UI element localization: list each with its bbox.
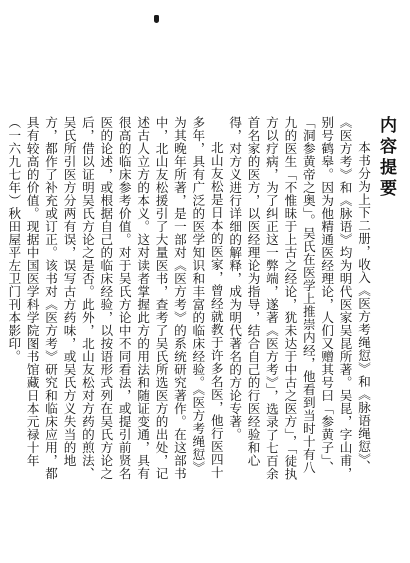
paragraph-2: 北山友松是日本的医家，曾经就教于许多名医，他行医四十多年，具有广泛的医学知识和丰富的临床经验。《医方考绳愆》为其晚年所著，是一部对《医方考》的系统研究著作。在这部书中，北山友松援引了大量医书，查考了吴氏所选医方的出处，记述古人立方的本义。这对读者掌握此方的用法和随证变通，具有很高的临床参考价值。对于吴氏方论中不同看法，或提引前贤名医的论述，或根据自己的临床经验，以按语形式列在吴氏方论之后，借以证明吴氏方论之是否。此外，北山友松对方药的煎法、吴氏所引医方分两有误，误写古方药味，或吴氏方义失当的地方，都作了补充或订正。该书对《医方考》研究和临床应用，都具有较高的价值。现据中国医学科学院图书馆藏日本元禄十年（一六九七年）秋田屋平左卫门刊本影印。 [6, 116, 224, 480]
binding-mark [154, 15, 159, 23]
page-title: 内容提要 [376, 116, 396, 200]
body-text [6, 116, 372, 481]
paragraph-1: 本书分为上下二册，收入《医方考绳愆》和《脉语绳愆》、《医方考》和《脉语》均为明代医家吴昆所著。吴昆，字山甫，别号鹤皋。因为他精通医经理论，人们又赠其号曰「参黄子」、「洞参黄帝之奥」。吴氏在医学上推崇内经，他看到当时十有八九的医生「不惟昧于上古之经论，犹未达于中古之医方」，「徒执方以疗病，为了纠正这一弊端，遂著《医方考》」，选录了七百余首名家的医方，以医经理论为指导，结合自己的行医经验和心得，对方义进行详细的解释，成为明代著名的方论专著。 [227, 116, 371, 481]
